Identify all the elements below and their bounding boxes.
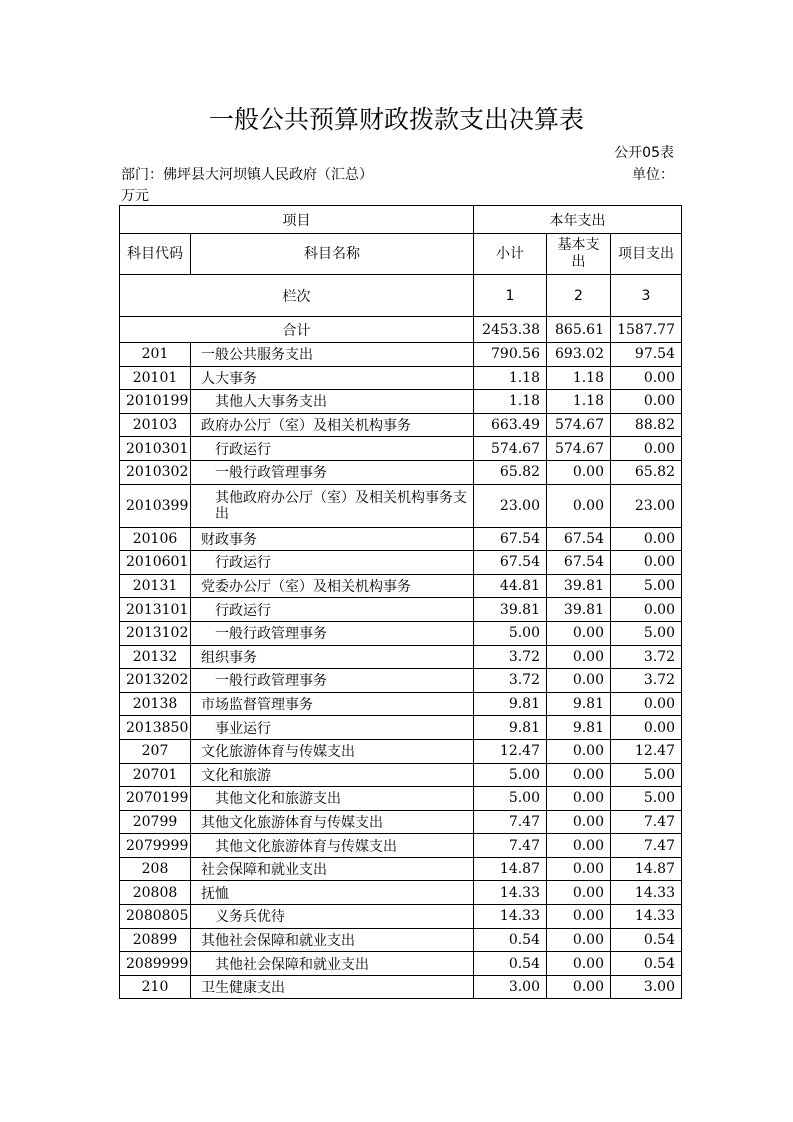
row-basic: 0.00 bbox=[547, 669, 611, 693]
row-subtotal: 1.18 bbox=[474, 390, 547, 414]
row-basic: 574.67 bbox=[547, 437, 611, 461]
table-row bbox=[120, 645, 682, 669]
row-basic: 0.00 bbox=[547, 905, 611, 929]
row-code: 2010601 bbox=[120, 551, 191, 575]
table-row bbox=[120, 437, 682, 461]
row-subtotal: 12.47 bbox=[474, 739, 547, 763]
row-project: 0.00 bbox=[611, 551, 682, 575]
row-code: 20103 bbox=[120, 413, 191, 437]
row-code: 207 bbox=[120, 739, 191, 763]
table-row bbox=[120, 460, 682, 484]
table-row bbox=[120, 574, 682, 598]
row-name: 其他政府办公厅（室）及相关机构事务支出 bbox=[191, 484, 474, 527]
total-project: 1587.77 bbox=[611, 317, 682, 343]
total-basic: 865.61 bbox=[547, 317, 611, 343]
row-basic: 9.81 bbox=[547, 716, 611, 740]
row-name: 行政运行 bbox=[191, 598, 474, 622]
row-subtotal: 44.81 bbox=[474, 574, 547, 598]
row-subtotal: 65.82 bbox=[474, 460, 547, 484]
row-subtotal: 7.47 bbox=[474, 834, 547, 858]
row-name: 一般行政管理事务 bbox=[191, 460, 474, 484]
row-basic: 0.00 bbox=[547, 952, 611, 976]
row-name: 抚恤 bbox=[191, 881, 474, 905]
row-code: 2013102 bbox=[120, 621, 191, 645]
row-project: 0.00 bbox=[611, 366, 682, 390]
row-name: 社会保障和就业支出 bbox=[191, 857, 474, 881]
header-column-index: 栏次 bbox=[120, 275, 474, 317]
row-basic: 693.02 bbox=[547, 343, 611, 367]
row-project: 3.72 bbox=[611, 669, 682, 693]
row-basic: 39.81 bbox=[547, 598, 611, 622]
row-code: 2013850 bbox=[120, 716, 191, 740]
row-code: 210 bbox=[120, 975, 191, 999]
row-subtotal: 574.67 bbox=[474, 437, 547, 461]
row-project: 5.00 bbox=[611, 574, 682, 598]
row-name: 一般公共服务支出 bbox=[191, 343, 474, 367]
row-project: 97.54 bbox=[611, 343, 682, 367]
row-project: 3.72 bbox=[611, 645, 682, 669]
row-subtotal: 1.18 bbox=[474, 366, 547, 390]
header-item: 项目 bbox=[120, 206, 474, 234]
row-project: 0.54 bbox=[611, 928, 682, 952]
row-code: 20106 bbox=[120, 527, 191, 551]
row-project: 7.47 bbox=[611, 810, 682, 834]
header-row-2 bbox=[120, 234, 682, 275]
row-subtotal: 790.56 bbox=[474, 343, 547, 367]
row-name: 行政运行 bbox=[191, 551, 474, 575]
row-name: 组织事务 bbox=[191, 645, 474, 669]
row-code: 20701 bbox=[120, 763, 191, 787]
row-code: 208 bbox=[120, 857, 191, 881]
row-project: 14.87 bbox=[611, 857, 682, 881]
row-basic: 1.18 bbox=[547, 366, 611, 390]
row-name: 市场监督管理事务 bbox=[191, 692, 474, 716]
row-name: 义务兵优待 bbox=[191, 905, 474, 929]
row-subtotal: 9.81 bbox=[474, 692, 547, 716]
row-project: 12.47 bbox=[611, 739, 682, 763]
row-project: 0.00 bbox=[611, 716, 682, 740]
row-code: 201 bbox=[120, 343, 191, 367]
row-code: 20132 bbox=[120, 645, 191, 669]
row-project: 5.00 bbox=[611, 763, 682, 787]
header-name: 科目名称 bbox=[191, 234, 474, 275]
header-code: 科目代码 bbox=[120, 234, 191, 275]
row-name: 文化和旅游 bbox=[191, 763, 474, 787]
table-row bbox=[120, 739, 682, 763]
table-row bbox=[120, 975, 682, 999]
table-row bbox=[120, 484, 682, 527]
row-subtotal: 5.00 bbox=[474, 621, 547, 645]
row-project: 0.00 bbox=[611, 598, 682, 622]
table-row bbox=[120, 881, 682, 905]
row-basic: 0.00 bbox=[547, 787, 611, 811]
table-row bbox=[120, 834, 682, 858]
header-current-year: 本年支出 bbox=[474, 206, 682, 234]
row-basic: 1.18 bbox=[547, 390, 611, 414]
header-col1: 1 bbox=[474, 275, 547, 317]
row-basic: 0.00 bbox=[547, 928, 611, 952]
row-name: 行政运行 bbox=[191, 437, 474, 461]
row-name: 一般行政管理事务 bbox=[191, 621, 474, 645]
row-name: 其他文化和旅游支出 bbox=[191, 787, 474, 811]
total-label: 合计 bbox=[120, 317, 474, 343]
table-row bbox=[120, 598, 682, 622]
row-project: 3.00 bbox=[611, 975, 682, 999]
table-row bbox=[120, 527, 682, 551]
row-name: 事业运行 bbox=[191, 716, 474, 740]
header-col3: 3 bbox=[611, 275, 682, 317]
row-subtotal: 0.54 bbox=[474, 928, 547, 952]
row-project: 5.00 bbox=[611, 621, 682, 645]
total-row bbox=[120, 317, 682, 343]
row-project: 14.33 bbox=[611, 905, 682, 929]
form-number: 公开05表 bbox=[614, 145, 674, 161]
row-project: 0.00 bbox=[611, 527, 682, 551]
row-project: 65.82 bbox=[611, 460, 682, 484]
row-basic: 0.00 bbox=[547, 881, 611, 905]
row-name: 其他文化旅游体育与传媒支出 bbox=[191, 810, 474, 834]
row-basic: 0.00 bbox=[547, 975, 611, 999]
table-row bbox=[120, 366, 682, 390]
table-row bbox=[120, 763, 682, 787]
row-project: 5.00 bbox=[611, 787, 682, 811]
row-subtotal: 0.54 bbox=[474, 952, 547, 976]
row-subtotal: 14.33 bbox=[474, 905, 547, 929]
table-row bbox=[120, 343, 682, 367]
row-name: 财政事务 bbox=[191, 527, 474, 551]
total-subtotal: 2453.38 bbox=[474, 317, 547, 343]
row-code: 2070199 bbox=[120, 787, 191, 811]
row-name: 其他文化旅游体育与传媒支出 bbox=[191, 834, 474, 858]
table-row bbox=[120, 952, 682, 976]
row-basic: 0.00 bbox=[547, 460, 611, 484]
row-code: 20131 bbox=[120, 574, 191, 598]
row-project: 0.00 bbox=[611, 390, 682, 414]
row-basic: 67.54 bbox=[547, 527, 611, 551]
row-name: 卫生健康支出 bbox=[191, 975, 474, 999]
row-name: 其他社会保障和就业支出 bbox=[191, 928, 474, 952]
table-row bbox=[120, 621, 682, 645]
row-code: 2080805 bbox=[120, 905, 191, 929]
row-name: 文化旅游体育与传媒支出 bbox=[191, 739, 474, 763]
row-code: 2010199 bbox=[120, 390, 191, 414]
row-name: 党委办公厅（室）及相关机构事务 bbox=[191, 574, 474, 598]
row-project: 0.00 bbox=[611, 692, 682, 716]
row-name: 其他社会保障和就业支出 bbox=[191, 952, 474, 976]
row-subtotal: 5.00 bbox=[474, 787, 547, 811]
row-subtotal: 7.47 bbox=[474, 810, 547, 834]
row-name: 人大事务 bbox=[191, 366, 474, 390]
row-subtotal: 67.54 bbox=[474, 551, 547, 575]
header-basic: 基本支出 bbox=[547, 234, 611, 275]
row-subtotal: 14.87 bbox=[474, 857, 547, 881]
row-basic: 67.54 bbox=[547, 551, 611, 575]
row-project: 7.47 bbox=[611, 834, 682, 858]
row-project: 23.00 bbox=[611, 484, 682, 527]
row-subtotal: 9.81 bbox=[474, 716, 547, 740]
row-project: 0.54 bbox=[611, 952, 682, 976]
row-subtotal: 3.72 bbox=[474, 645, 547, 669]
header-row-1 bbox=[120, 206, 682, 234]
row-code: 20899 bbox=[120, 928, 191, 952]
header-project: 项目支出 bbox=[611, 234, 682, 275]
row-name: 政府办公厅（室）及相关机构事务 bbox=[191, 413, 474, 437]
row-code: 2079999 bbox=[120, 834, 191, 858]
row-subtotal: 39.81 bbox=[474, 598, 547, 622]
table-row bbox=[120, 810, 682, 834]
table-row bbox=[120, 787, 682, 811]
row-project: 0.00 bbox=[611, 437, 682, 461]
row-code: 2010399 bbox=[120, 484, 191, 527]
row-basic: 0.00 bbox=[547, 621, 611, 645]
row-code: 20808 bbox=[120, 881, 191, 905]
row-name: 其他人大事务支出 bbox=[191, 390, 474, 414]
department-label: 部门：佛坪县大河坝镇人民政府（汇总） bbox=[121, 167, 373, 183]
row-name: 一般行政管理事务 bbox=[191, 669, 474, 693]
row-subtotal: 5.00 bbox=[474, 763, 547, 787]
row-basic: 0.00 bbox=[547, 810, 611, 834]
table-row bbox=[120, 390, 682, 414]
table-row bbox=[120, 716, 682, 740]
row-basic: 0.00 bbox=[547, 645, 611, 669]
row-basic: 574.67 bbox=[547, 413, 611, 437]
row-subtotal: 3.72 bbox=[474, 669, 547, 693]
table-row bbox=[120, 692, 682, 716]
row-basic: 9.81 bbox=[547, 692, 611, 716]
unit-value: 万元 bbox=[121, 188, 149, 204]
page-title: 一般公共预算财政拨款支出决算表 bbox=[208, 105, 584, 134]
row-code: 2010302 bbox=[120, 460, 191, 484]
row-basic: 0.00 bbox=[547, 834, 611, 858]
row-subtotal: 3.00 bbox=[474, 975, 547, 999]
row-code: 2013101 bbox=[120, 598, 191, 622]
row-code: 2089999 bbox=[120, 952, 191, 976]
row-code: 2013202 bbox=[120, 669, 191, 693]
expenditure-table bbox=[119, 205, 682, 999]
row-basic: 0.00 bbox=[547, 857, 611, 881]
header-subtotal: 小计 bbox=[474, 234, 547, 275]
row-basic: 0.00 bbox=[547, 739, 611, 763]
table-row bbox=[120, 905, 682, 929]
header-row-index bbox=[120, 275, 682, 317]
row-basic: 0.00 bbox=[547, 484, 611, 527]
row-code: 20101 bbox=[120, 366, 191, 390]
row-basic: 39.81 bbox=[547, 574, 611, 598]
row-code: 20138 bbox=[120, 692, 191, 716]
table-row bbox=[120, 413, 682, 437]
table-row bbox=[120, 857, 682, 881]
row-project: 14.33 bbox=[611, 881, 682, 905]
row-subtotal: 14.33 bbox=[474, 881, 547, 905]
table-row bbox=[120, 928, 682, 952]
row-subtotal: 663.49 bbox=[474, 413, 547, 437]
row-code: 2010301 bbox=[120, 437, 191, 461]
table-row bbox=[120, 669, 682, 693]
row-subtotal: 67.54 bbox=[474, 527, 547, 551]
row-subtotal: 23.00 bbox=[474, 484, 547, 527]
row-code: 20799 bbox=[120, 810, 191, 834]
row-basic: 0.00 bbox=[547, 763, 611, 787]
header-col2: 2 bbox=[547, 275, 611, 317]
table-row bbox=[120, 551, 682, 575]
unit-label: 单位： bbox=[632, 167, 674, 183]
row-project: 88.82 bbox=[611, 413, 682, 437]
